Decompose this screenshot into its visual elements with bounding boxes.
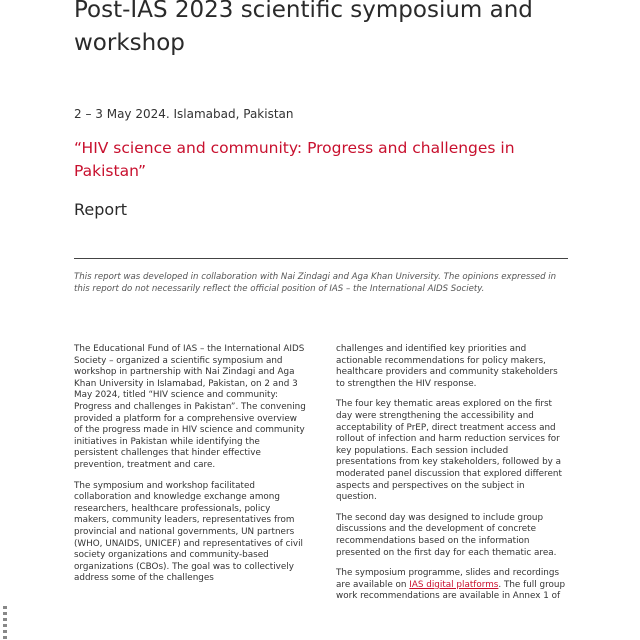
margin-marker xyxy=(3,606,7,640)
paragraph-text: . The full group work recommendations are available in Annex 1 of xyxy=(336,579,566,602)
body-paragraph: The Educational Fund of IAS – the International AIDS Society – organized a scientific symposium and workshop in partnership with Nai Zindagi and Aga Khan University in Islamabad, Pakistan, on 2 and 3 May 2024, titled “HIV science and community: Progress and challenges in Pakistan”. The convening provided a platform for a comprehensive overview of the progress made in HIV science and community initiatives in Pakistan while identifying the persistent challenges that hinder effective prevention, treatment and care. xyxy=(74,344,306,470)
ias-digital-platforms-link[interactable]: IAS digital platforms xyxy=(409,579,499,590)
paragraph-text: The symposium programme, slides and recordings are available on xyxy=(336,568,560,590)
body-paragraph: The symposium and workshop facilitated collaboration and knowledge exchange among researchers, healthcare professionals, policy makers, community leaders, representatives from provincial and national governments, UN partners (WHO, UNAIDS, UNICEF) and representatives of civil society organizations and community-based organizations (CBOs). The goal was to collectively address some of the challenges xyxy=(74,480,303,584)
report-subtitle: “HIV science and community: Progress and challenges in Pakistan” xyxy=(74,139,515,180)
document-title: Post-IAS 2023 scientific symposium and workshop xyxy=(74,0,533,56)
body-paragraph: challenges and identified key priorities and actionable recommendations for policy makers, healthcare providers and community stakeholders to strengthen the HIV response. xyxy=(336,344,558,389)
section-divider xyxy=(74,258,568,259)
body-paragraph: The four key thematic areas explored on the first day were strengthening the accessibility and acceptability of PrEP, direct treatment access and rollout of infection and harm reduction services for key populations. Each session included presentations from key stakeholders, followed by a moderated panel discussion that explored different aspects and perspectives on the subject in question. xyxy=(336,399,562,503)
body-paragraph: The second day was designed to include group discussions and the development of concrete recommendations based on the information presented on the first day for each thematic area. xyxy=(336,512,557,558)
body-paragraph xyxy=(336,568,568,603)
report-label: Report xyxy=(74,200,128,219)
body-column-right xyxy=(336,344,568,612)
disclaimer-text: This report was developed in collaboration with Nai Zindagi and Aga Khan University. The opinions expressed in this report do not necessarily reflect the official position of IAS – the International AIDS Society. xyxy=(74,272,557,294)
event-date-location: 2 – 3 May 2024. Islamabad, Pakistan xyxy=(74,107,294,121)
body-column-left xyxy=(74,344,306,594)
